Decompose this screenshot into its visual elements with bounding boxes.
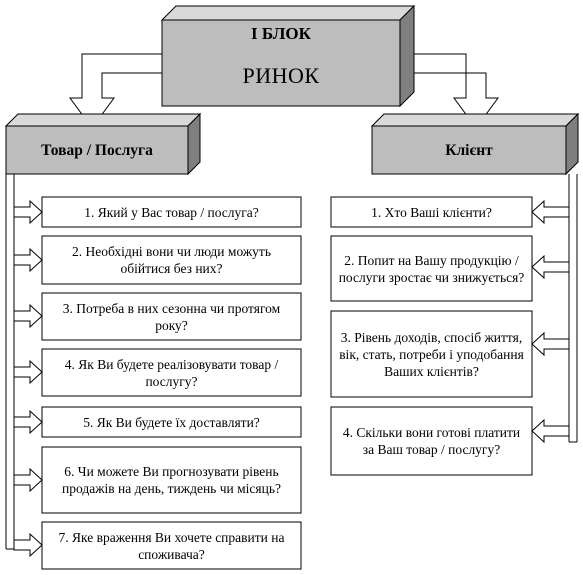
left-question-4: 4. Як Ви будете реалізовувати товар / послугу? bbox=[64, 356, 279, 389]
left-arrow bbox=[14, 305, 42, 327]
right-arrow bbox=[532, 201, 569, 223]
left-question-1: 1. Який у Вас товар / послуга? bbox=[84, 204, 259, 220]
left-question-7: 7. Яке враження Ви хочете справити на споживача? bbox=[58, 529, 285, 562]
left-question-5: 5. Як Ви будете їх доставляти? bbox=[83, 414, 260, 430]
left-arrow bbox=[14, 534, 42, 556]
left-question-2: 2. Необхідні вони чи люди можуть обійтися без них? bbox=[71, 244, 271, 276]
header-title: І БЛОК bbox=[251, 23, 311, 43]
right-arrow bbox=[532, 256, 569, 278]
right-arrow bbox=[532, 420, 569, 442]
right-arrow bbox=[532, 333, 569, 355]
right-category-title: Клієнт bbox=[445, 141, 493, 159]
header-subtitle: РИНОК bbox=[242, 62, 320, 88]
left-category-title: Товар / Послуга bbox=[41, 141, 153, 159]
right-question-1: 1. Хто Ваші клієнти? bbox=[371, 204, 492, 220]
left-question-3: 3. Потреба в них сезонна чи протягом року? bbox=[62, 300, 281, 333]
left-arrow bbox=[14, 361, 42, 383]
left-question-6: 6. Чи можете Ви прогнозувати рівень продажів на день, тиждень чи місяць? bbox=[62, 464, 281, 496]
left-arrow bbox=[14, 411, 42, 433]
right-question-2: 2. Попит на Вашу продукцію / послуги зростає чи знижується? bbox=[338, 252, 525, 285]
left-arrow bbox=[14, 469, 42, 491]
right-question-4: 4. Скільки вони готові платити за Ваш товар / послугу? bbox=[342, 425, 521, 457]
left-arrow bbox=[14, 249, 42, 271]
left-arrow bbox=[14, 201, 42, 223]
right-question-3: 3. Рівень доходів, спосіб життя, вік, стать, потреби і уподобання Ваших клієнтів? bbox=[339, 329, 524, 379]
